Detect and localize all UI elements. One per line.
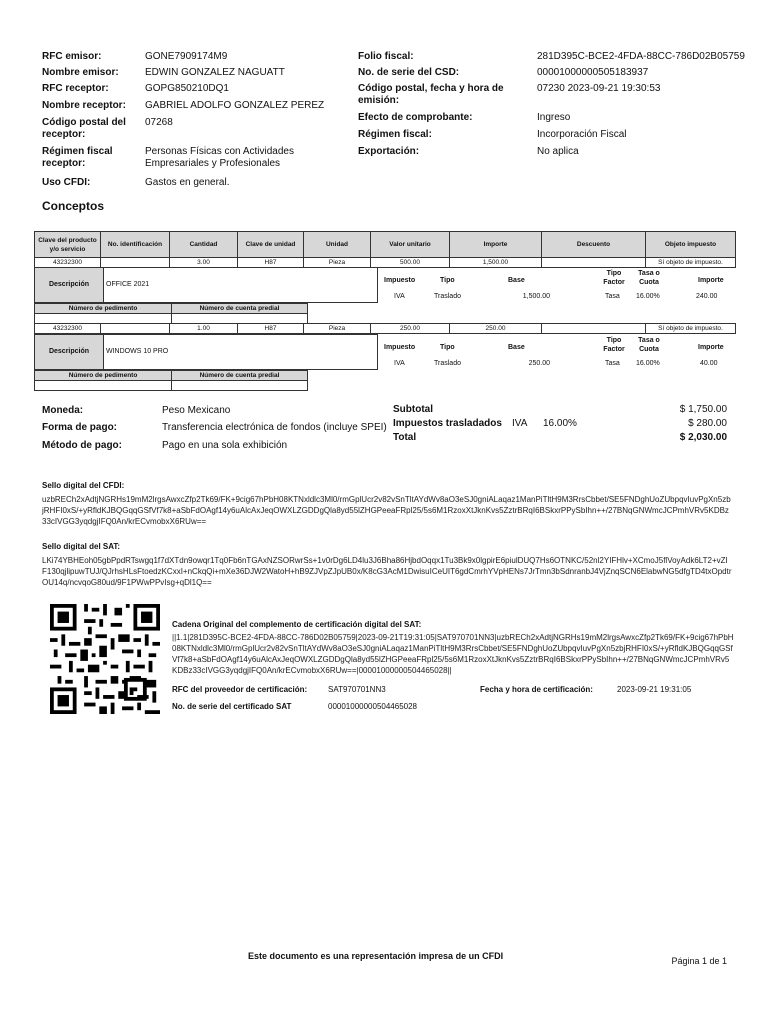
- impuestos-tasa: 16.00%: [543, 418, 577, 429]
- nombre-receptor-label: Nombre receptor:: [42, 100, 126, 111]
- tax-impuesto: IVA: [394, 360, 405, 367]
- col-clave-unidad: Clave de unidad: [238, 232, 304, 258]
- qr-code-icon: [50, 604, 160, 714]
- folio-fiscal-label: Folio fiscal:: [358, 51, 414, 62]
- tax-col-base: Base: [508, 344, 525, 351]
- item-valor: 250.00: [371, 324, 450, 334]
- descripcion-label: Descripción: [34, 334, 104, 370]
- tax-col-tasa: Tasa o Cuota: [638, 270, 660, 286]
- tax-col-importe: Importe: [698, 344, 724, 351]
- pedimento-value: [35, 381, 172, 391]
- metodo-pago-label: Método de pago:: [42, 440, 122, 451]
- item-clave-unidad: H87: [238, 324, 304, 334]
- nombre-receptor-value: GABRIEL ADOLFO GONZALEZ PEREZ: [145, 100, 325, 111]
- tax-col-factor: Tipo Factor: [603, 270, 625, 286]
- subtotal-value: $ 1,750.00: [679, 404, 727, 415]
- item-importe: 250.00: [450, 324, 542, 334]
- sello-sat-label: Sello digital del SAT:: [42, 542, 121, 551]
- item-valor: 500.00: [371, 258, 450, 268]
- tax-tasa: 16.00%: [636, 360, 660, 367]
- cp-receptor-label: Código postal del receptor:: [42, 117, 126, 140]
- nombre-emisor-label: Nombre emisor:: [42, 67, 119, 78]
- total-label: Total: [393, 432, 417, 443]
- item-detail: [34, 267, 736, 303]
- tax-col-tasa: Tasa o Cuota: [638, 337, 660, 353]
- tax-impuesto: IVA: [394, 293, 405, 300]
- item-id: [101, 324, 170, 334]
- pedimento-value: [35, 314, 172, 324]
- cp-fecha-label: Código postal, fecha y hora de emisión:: [358, 83, 504, 106]
- subtotal-label: Subtotal: [393, 404, 433, 415]
- tax-tipo: Traslado: [434, 360, 461, 367]
- forma-pago-label: Forma de pago:: [42, 422, 118, 433]
- tax-col-base: Base: [508, 277, 525, 284]
- item-objeto: Sí objeto de impuesto.: [646, 258, 736, 268]
- rfc-emisor-label: RFC emisor:: [42, 51, 102, 62]
- rfc-proveedor-label: RFC del proveedor de certificación:: [172, 685, 308, 694]
- item-cantidad: 3.00: [170, 258, 238, 268]
- tax-col-factor: Tipo Factor: [603, 337, 625, 353]
- cadena-value: ||1.1|281D395C-BCE2-4FDA-88CC-786D02B05759|2023-09-21T19:31:05|SAT970701NN3|uzbRECh2xAdtjNGRHs19mM2lrgsAwxcZfp2Tk69/FK+9cig67hPbH08KTNxldlc3Ml0/rmGplUcr2v82vSnTltAYdWv8aO3eSJ0gniALaqaz1ManPiTltH9M3RrsCbbet/SE5FNDghUoZUbpqvIuvPgXn5zbjRHFI0xS/+yRfldKJBQGqqGSfVf7k8+aSbFdOAgf14y6uAlcAxJeqOWXLZGDDgQla8yd55lZHGPeeaFRpl25/5s6M1RzoxXtJknKvs5ZztrBRqI6BSkxrPPySbIhn++/27BNqGNWmcJCPmhVRv5KDBz33cIVGG3yqdgjIFQ0An/krECvmobxX6RUw==|00001000000504465028||: [172, 633, 734, 675]
- tax-col-importe: Importe: [698, 277, 724, 284]
- fecha-cert-label: Fecha y hora de certificación:: [480, 685, 593, 694]
- cuenta-label: Número de cuenta predial: [172, 371, 308, 381]
- regimen-receptor-value: Personas Físicas con Actividades Empresariales y Profesionales: [145, 146, 294, 169]
- item-unidad: Pieza: [304, 324, 371, 334]
- tax-col-tipo: Tipo: [440, 344, 455, 351]
- item-unidad: Pieza: [304, 258, 371, 268]
- descripcion-value: WINDOWS 10 PRO: [104, 334, 378, 370]
- conceptos-title: Conceptos: [42, 199, 105, 213]
- uso-cfdi-value: Gastos en general.: [145, 177, 230, 188]
- serie-cert-value: 00001000000504465028: [328, 702, 417, 711]
- descripcion-value: OFFICE 2021: [104, 267, 378, 303]
- table-row: [34, 323, 736, 334]
- rfc-receptor-value: GOPG850210DQ1: [145, 83, 229, 94]
- item-clave: 43232300: [35, 258, 101, 268]
- sello-sat-value: LKi74YBHEoh05gbPpdRTswgq1f7dXTdn9owqr1Tq0Fb6nTGAxNZSORwrSs+1v0rDg6LD4lu3J6Bha86HjbdOqqx1Tu3Bk9x0lgpirE6piulDUQ7Hs6OTNKC/52nl2YIFHlv+XCmoJ5flVoyAdk6LT2+vZIF130qjlipuwTUJ/QJrhsHLsFtoedzKCxxI+nCkqQi+mXe36DJW2WatoH+hB9ZJVpZJpUB0x/K8cG3AcM1DwisuICeUIT6gdCmrhYVpHENs7JrTmn3bSdnranbJ4VjZnqSCN6ElabwNG5dfgTD4txOpdtrOU14q/ncvqoG80ud/9F1PWwPPvIsg+qDl1Q==: [42, 556, 732, 587]
- fecha-cert-value: 2023-09-21 19:31:05: [617, 685, 692, 694]
- moneda-value: Peso Mexicano: [162, 405, 231, 416]
- tax-importe: 240.00: [696, 293, 718, 300]
- exportacion-label: Exportación:: [358, 146, 420, 157]
- footer-note: Este documento es una representación impresa de un CFDI: [248, 951, 504, 961]
- impuestos-tipo: IVA: [512, 418, 528, 429]
- tax-tasa: 16.00%: [636, 293, 660, 300]
- tax-col-impuesto: Impuesto: [384, 344, 416, 351]
- cp-receptor-value: 07268: [145, 117, 173, 128]
- cadena-label: Cadena Original del complemento de certificación digital del SAT:: [172, 620, 422, 629]
- serie-csd-label: No. de serie del CSD:: [358, 67, 460, 78]
- item-descuento: [542, 324, 646, 334]
- col-clave: Clave del producto y/o servicio: [35, 232, 101, 258]
- cp-fecha-value: 07230 2023-09-21 19:30:53: [537, 83, 661, 94]
- regimen-receptor-label: Régimen fiscal receptor:: [42, 146, 113, 169]
- rfc-emisor-value: GONE7909174M9: [145, 51, 228, 62]
- col-unidad: Unidad: [304, 232, 371, 258]
- descripcion-label: Descripción: [34, 267, 104, 303]
- cuenta-value: [172, 314, 308, 324]
- efecto-label: Efecto de comprobante:: [358, 112, 473, 123]
- item-clave: 43232300: [35, 324, 101, 334]
- regimen-fiscal-label: Régimen fiscal:: [358, 129, 432, 140]
- col-descuento: Descuento: [542, 232, 646, 258]
- tax-col-impuesto: Impuesto: [384, 277, 416, 284]
- pedimento-label: Número de pedimento: [35, 304, 172, 314]
- impuestos-value: $ 280.00: [688, 418, 727, 429]
- tax-col-tipo: Tipo: [440, 277, 455, 284]
- col-cantidad: Cantidad: [170, 232, 238, 258]
- col-identificacion: No. identificación: [101, 232, 170, 258]
- exportacion-value: No aplica: [537, 146, 579, 157]
- item-descuento: [542, 258, 646, 268]
- cuenta-value: [172, 381, 308, 391]
- item-id: [101, 258, 170, 268]
- impuestos-label: Impuestos trasladados: [393, 418, 502, 429]
- tax-tipo: Traslado: [434, 293, 461, 300]
- sello-cfdi-label: Sello digital del CFDI:: [42, 481, 125, 490]
- conceptos-header: [34, 231, 736, 258]
- col-valor-unitario: Valor unitario: [371, 232, 450, 258]
- item-importe: 1,500.00: [450, 258, 542, 268]
- col-importe: Importe: [450, 232, 542, 258]
- pedimento-table: [34, 370, 308, 391]
- cuenta-label: Número de cuenta predial: [172, 304, 308, 314]
- moneda-label: Moneda:: [42, 405, 84, 416]
- total-value: $ 2,030.00: [679, 432, 727, 443]
- nombre-emisor-value: EDWIN GONZALEZ NAGUATT: [145, 67, 285, 78]
- pedimento-label: Número de pedimento: [35, 371, 172, 381]
- folio-fiscal-value: 281D395C-BCE2-4FDA-88CC-786D02B05759: [537, 51, 745, 62]
- col-objeto-impuesto: Objeto impuesto: [646, 232, 736, 258]
- page-number: Página 1 de 1: [671, 956, 727, 966]
- forma-pago-value: Transferencia electrónica de fondos (incluye SPEI): [162, 422, 387, 433]
- pedimento-table: [34, 303, 308, 324]
- tax-factor: Tasa: [605, 360, 620, 367]
- tax-base: 1,500.00: [522, 293, 550, 300]
- regimen-fiscal-value: Incorporación Fiscal: [537, 129, 627, 140]
- item-objeto: Sí objeto de impuesto.: [646, 324, 736, 334]
- item-clave-unidad: H87: [238, 258, 304, 268]
- efecto-value: Ingreso: [537, 112, 571, 123]
- sello-cfdi-value: uzbRECh2xAdtjNGRHs19mM2lrgsAwxcZfp2Tk69/FK+9cig67hPbH08KTNxldlc3Ml0/rmGplUcr2v82vSnTltAYdWv8aO3eSJ0gniALaqaz1ManPiTltH9M3RrsCbbet/SE5FNDghUoZUbpqvIuvPgXn5zbjRHFI0xS/+yRfldKJBQGqqGSfVf7k8+aSbFdOAgf14y6uAlcAxJeqOWXLZGDDgQla8yd55lZHGPeeaFRpl25/5s6M1RzoxXtJknKvs5ZztrBRqI6BSkxrPPySbIhn++/27BNqGNWmcJCPmhVRv5KDBz33cIVGG3yqdgjIFQ0An/krECvmobxX6RUw==: [42, 495, 731, 526]
- item-cantidad: 1.00: [170, 324, 238, 334]
- serie-csd-value: 00001000000505183937: [537, 67, 649, 78]
- tax-base: 250.00: [528, 360, 550, 367]
- tax-factor: Tasa: [605, 293, 620, 300]
- rfc-proveedor-value: SAT970701NN3: [328, 685, 386, 694]
- tax-importe: 40.00: [700, 360, 718, 367]
- uso-cfdi-label: Uso CFDI:: [42, 177, 91, 188]
- item-detail: [34, 334, 736, 370]
- serie-cert-label: No. de serie del certificado SAT: [172, 702, 292, 711]
- rfc-receptor-label: RFC receptor:: [42, 83, 109, 94]
- metodo-pago-value: Pago en una sola exhibición: [162, 440, 288, 451]
